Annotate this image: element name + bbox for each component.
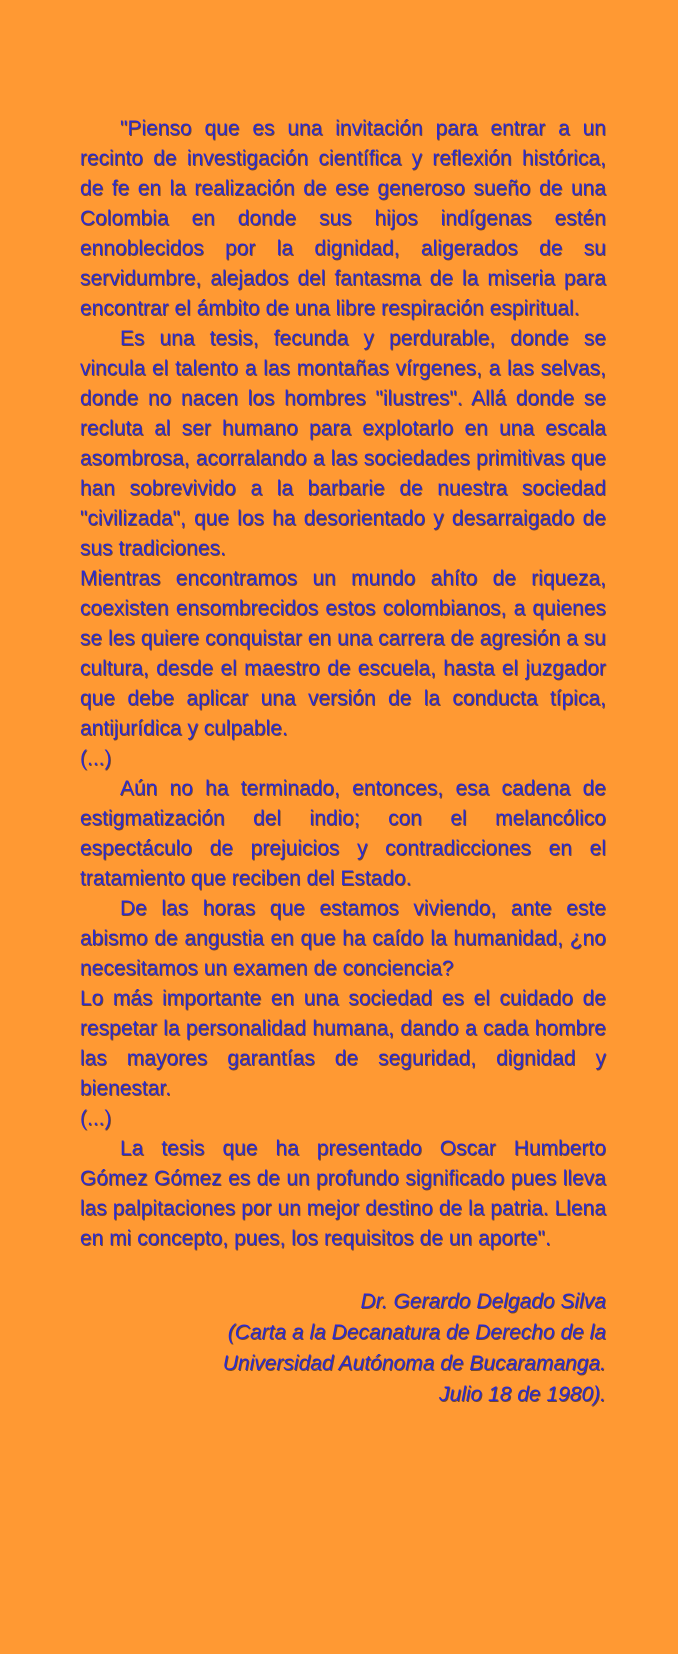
ellipsis-marker: (...) <box>80 1107 112 1130</box>
paragraph-conscience: De las horas que estamos viviendo, ante este abismo de angustia en que ha caído la humanidad, ¿no necesitamos un examen de conciencia? <box>80 897 606 980</box>
signature-line-1: (Carta a la Decanatura de Derecho de la <box>227 1321 606 1344</box>
paragraph-wealth: Mientras encontramos un mundo ahíto de riqueza, coexisten ensombrecidos estos colombianos, a quienes se les quiere conquistar en una carrera de agresión a su cultura, desde el maestro de escuela, hasta el juzgador que debe aplicar una versión de la conducta típica, antijurídica y culpable. <box>80 567 606 740</box>
signature-block <box>80 1286 606 1410</box>
ellipsis-marker: (...) <box>80 747 112 770</box>
signature-line-2: Universidad Autónoma de Bucaramanga. <box>222 1352 606 1375</box>
paragraph-conclusion: La tesis que ha presentado Oscar Humberto Gómez Gómez es de un profundo significado pues lleva las palpitaciones por un mejor destino de la patria. Llena en mi concepto, pues, los requisitos de un aporte". <box>80 1137 606 1250</box>
paragraph-intro: "Pienso que es una invitación para entrar a un recinto de investigación científica y reflexión histórica, de fe en la realización de ese generoso sueño de una Colombia en donde sus hijos indígenas estén ennoblecidos por la dignidad, aligerados de su servidumbre, alejados del fantasma de la miseria para encontrar el ámbito de una libre respiración espiritual. <box>80 117 606 320</box>
paragraph-stigma: Aún no ha terminado, entonces, esa cadena de estigmatización del indio; con el melancólico espectáculo de prejuicios y contradicciones en el tratamiento que reciben del Estado. <box>80 777 606 890</box>
signature-name: Dr. Gerardo Delgado Silva <box>360 1290 606 1313</box>
paragraph-thesis: Es una tesis, fecunda y perdurable, donde se vincula el talento a las montañas vírgenes, a las selvas, donde no nacen los hombres "ilustres". Allá donde se recluta al ser humano para explotarlo en una escala asombrosa, acorralando a las sociedades primitivas que han sobrevivido a la barbarie de nuestra sociedad "civilizada", que los ha desorientado y desarraigado de sus tradiciones. <box>80 327 606 560</box>
signature-line-3: Julio 18 de 1980). <box>439 1383 606 1406</box>
document-page <box>80 114 606 1410</box>
paragraph-personality: Lo más importante en una sociedad es el cuidado de respetar la personalidad humana, dando a cada hombre las mayores garantías de seguridad, dignidad y bienestar. <box>80 987 606 1100</box>
